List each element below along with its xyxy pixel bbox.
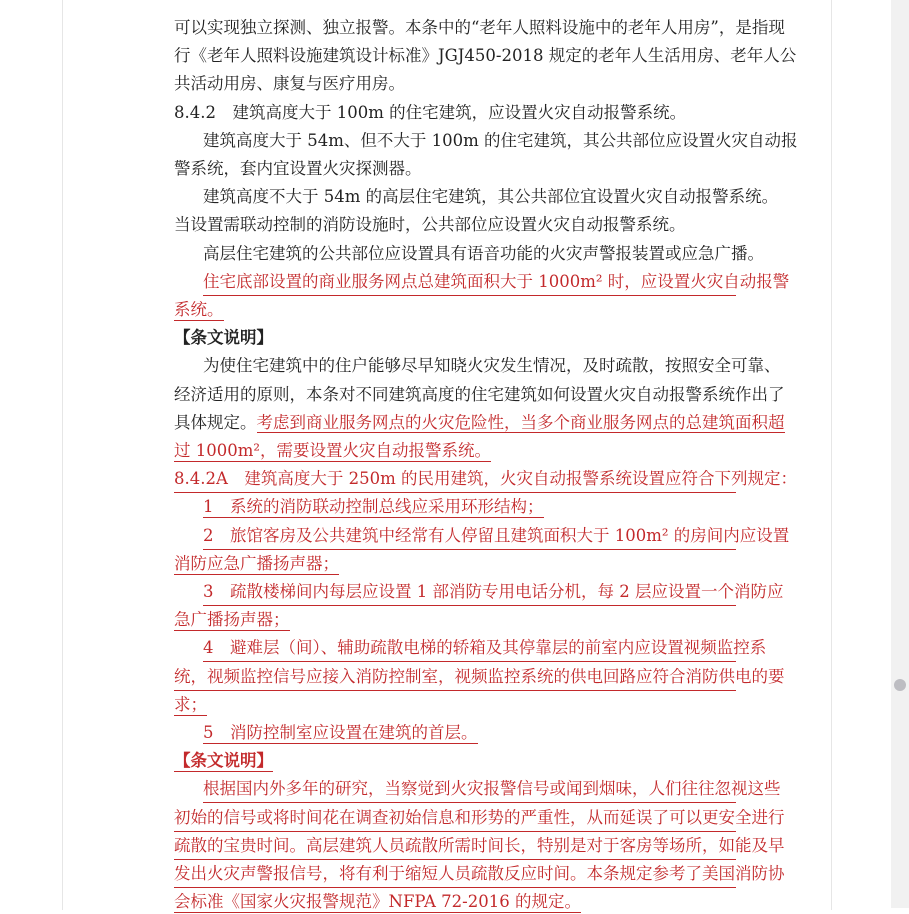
line-text: 8.4.2A 建筑高度大于 250m 的民用建筑，火灾自动报警系统设置应符合下列规定： [174,467,736,493]
line-text: 2 旅馆客房及公共建筑中经常有人停留且建筑面积大于 100m² 的房间内应设置 [203,524,736,550]
text-line [174,383,785,407]
line-text: 高层住宅建筑的公共部位应设置具有语音功能的火灾声警报装置或应急广播。 [203,243,764,263]
text-line [174,890,736,914]
text-line [174,608,736,632]
line-text: 急广播扬声器； [174,610,290,630]
text-line [174,806,785,830]
line-text: 消防应急广播扬声器； [174,553,339,573]
scrollbar-thumb[interactable] [894,679,906,691]
text-line [174,16,785,40]
text-line [174,185,779,209]
line-text: 警系统，套内宜设置火灾探测器。 [174,159,422,178]
line-text: 过 1000m²，需要设置火灾自动报警系统。 [174,441,491,460]
line-text: 发出火灾声警报信号，将有利于缩短人员疏散反应时间。本条规定参考了美国消防协 [174,862,736,888]
text-line [174,354,781,378]
text-line [174,129,798,153]
text-line [174,495,736,519]
text-line [174,580,784,604]
section-heading [174,749,736,773]
text-line [174,777,781,801]
line-text: 共活动用房、康复与医疗用房。 [174,74,405,94]
line-text: 可以实现独立探测、独立报警。本条中的“老年人照料设施中的老年人用房”，是指现 [174,18,785,37]
text-segment: 具体规定。 [174,412,257,432]
text-line [174,552,736,576]
line-text: 5 消防控制室应设置在建筑的首层。 [203,723,478,742]
line-text: 经济适用的原则，本条对不同建筑高度的住宅建筑如何设置火灾自动报警系统作出了 [174,384,785,404]
line-text: 系统。 [174,300,224,319]
text-line [174,665,785,689]
line-text: 【条文说明】 [174,751,273,771]
line-text: 【条文说明】 [174,328,273,348]
text-line [174,270,790,294]
text-line [174,467,798,491]
line-text: 初始的信号或将时间花在调查初始信息和形势的严重性，从而延误了可以更安全进行 [174,806,736,832]
text-line [174,44,797,68]
text-line [174,439,736,463]
text-line [174,213,736,237]
text-line [174,693,736,717]
text-line [174,636,767,660]
line-text: 当设置需联动控制的消防设施时，公共部位应设置火灾自动报警系统。 [174,215,686,235]
text-line [174,298,736,322]
line-text: 根据国内外多年的研究，当察觉到火灾报警信号或闻到烟味，人们往往忽视这些 [203,777,736,803]
section-heading [174,326,736,350]
line-text: 住宅底部设置的商业服务网点总建筑面积大于 1000m² 时，应设置火灾自动报警 [203,270,736,296]
scrollbar-track[interactable] [891,0,909,908]
text-line [174,721,736,745]
text-line [174,411,785,435]
line-text: 求； [174,694,207,714]
line-text: 3 疏散楼梯间内每层应设置 1 部消防专用电话分机，每 2 层应设置一个消防应 [203,580,736,606]
line-text: 会标准《国家火灾报警规范》NFPA 72-2016 的规定。 [174,892,581,912]
line-text: 为使住宅建筑中的住户能够尽早知晓火灾发生情况，及时疏散，按照安全可靠、 [203,356,781,376]
text-line [174,834,785,858]
text-line [174,242,764,266]
text-line [174,72,736,96]
line-text: 8.4.2 建筑高度大于 100m 的住宅建筑，应设置火灾自动报警系统。 [174,102,687,122]
text-line [174,524,790,548]
text-line [174,101,736,125]
text-line [174,157,736,181]
line-text: 行《老年人照料设施建筑设计标准》JGJ450-2018 规定的老年人生活用房、老年人公 [174,46,797,66]
line-text: 1 系统的消防联动控制总线应采用环形结构； [203,497,544,517]
text-line [174,862,785,886]
line-text: 疏散的宝贵时间。高层建筑人员疏散所需时间长，特别是对于客房等场所，如能及早 [174,834,736,860]
line-text: 建筑高度不大于 54m 的高层住宅建筑，其公共部位宜设置火灾自动报警系统。 [203,187,779,207]
line-text: 4 避难层（间）、辅助疏散电梯的轿箱及其停靠层的前室内应设置视频监控系 [203,636,736,662]
line-text: 统，视频监控信号应接入消防控制室，视频监控系统的供电回路应符合消防供电的要 [174,665,736,691]
line-text: 建筑高度大于 54m、但不大于 100m 的住宅建筑，其公共部位应设置火灾自动报 [203,130,798,150]
amended-text-segment: 考虑到商业服务网点的火灾危险性，当多个商业服务网点的总建筑面积超 [256,412,785,432]
